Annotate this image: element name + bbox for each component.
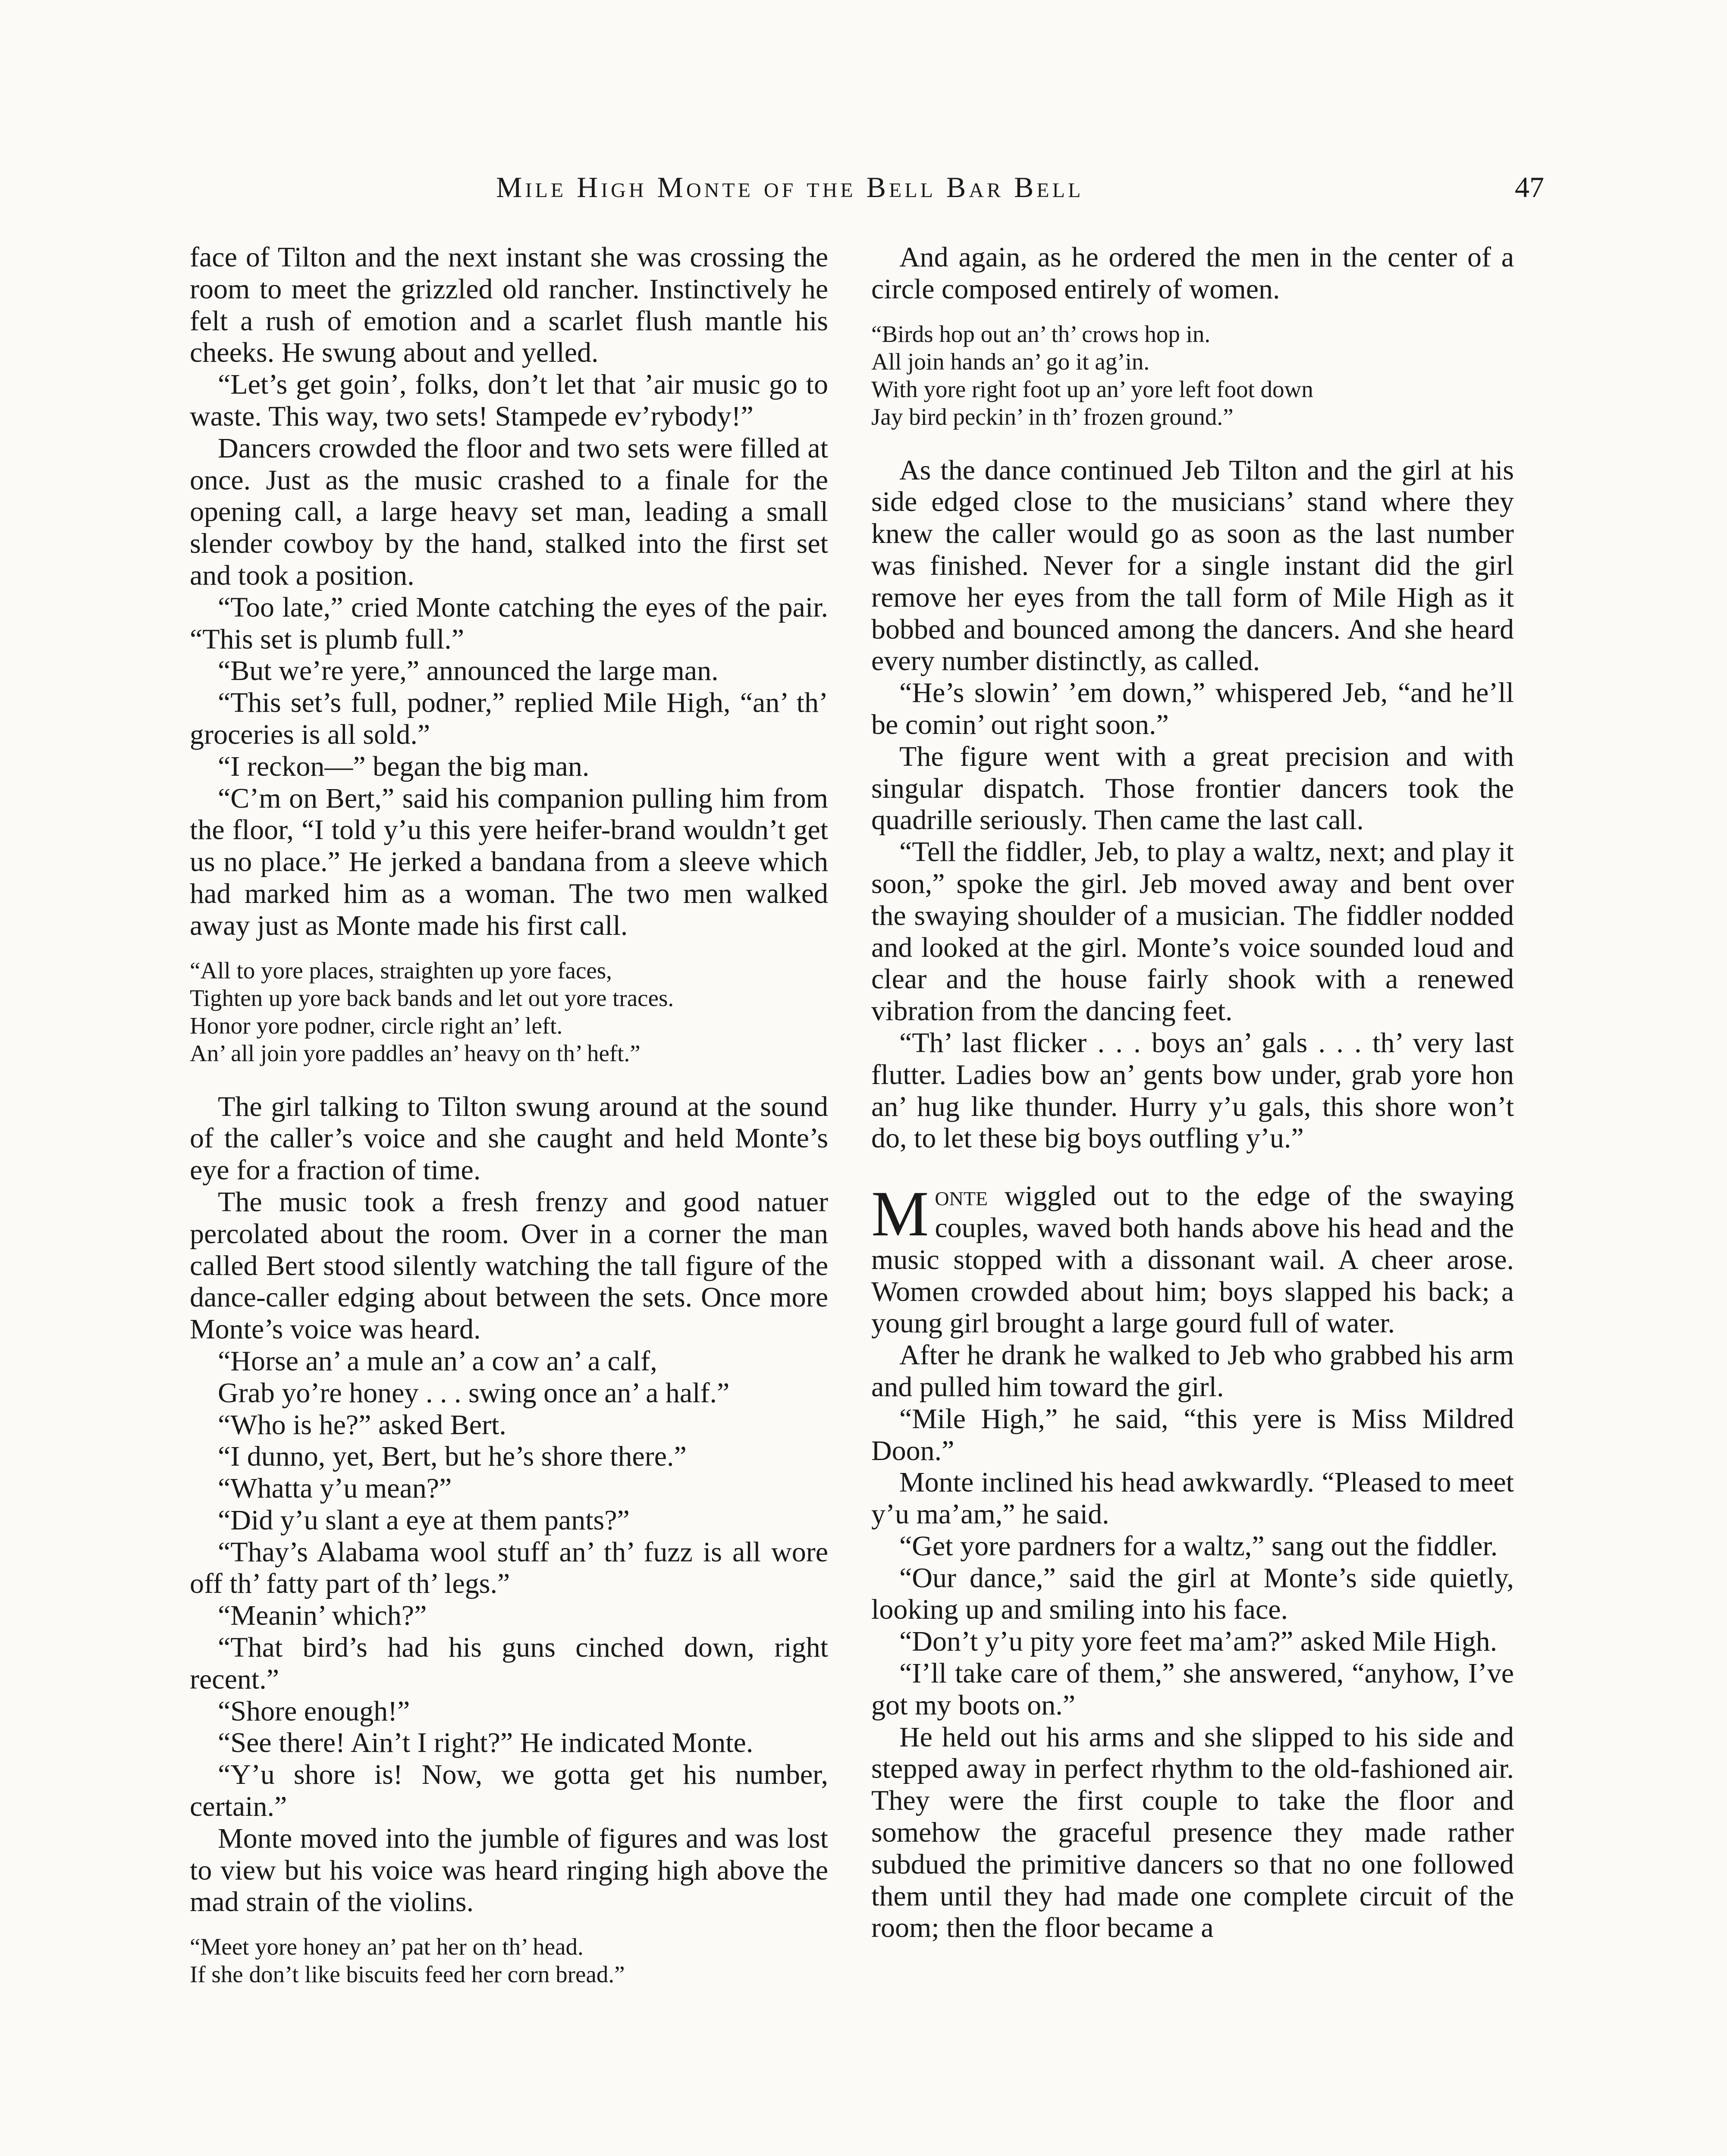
paragraph: “Whatta y’u mean?” (218, 1473, 452, 1504)
paragraph: “But we’re yere,” announced the large man. (218, 655, 719, 687)
page-number: 47 (1515, 171, 1544, 204)
paragraph: As the dance continued Jeb Tilton and the girl at his side edged close to the musicians’ stand where they knew the caller would go as soon as the last number was finished. Never for a single instant did the girl remove her eyes from the tall form of Mile High as it bobbed and bounced among the dancers. And she heard every number distinctly, as called. (871, 454, 1514, 677)
paragraph: “Horse an’ a mule an’ a cow an’ a calf, (218, 1345, 657, 1377)
dance-call-verse (190, 957, 828, 1067)
dance-call-verse (871, 320, 1514, 431)
paragraph: “Our dance,” said the girl at Monte’s side quietly, looking up and smiling into his face. (871, 1562, 1514, 1626)
paragraph: “Thay’s Alabama wool stuff an’ th’ fuzz is all wore off th’ fatty part of th’ legs.” (190, 1536, 828, 1600)
paragraph-text: wiggled out to the edge of the swaying couples, waved both hands above his head and the music stopped with a dissonant wail. A cheer arose. Women crowded about him; boys slapped his back; a young girl brought a large gourd full of water. (871, 1180, 1514, 1339)
verse-line: “Meet yore honey an’ pat her on th’ head. (190, 1934, 584, 1960)
verse-line: All join hands an’ go it ag’in. (871, 348, 1150, 375)
verse-line: Jay bird peckin’ in th’ frozen ground.” (871, 403, 1234, 430)
paragraph: “Meanin’ which?” (218, 1600, 427, 1632)
paragraph: “Th’ last flicker . . . boys an’ gals . . . th’ very last flutter. Ladies bow an’ gents bow under, grab yore hon an’ hug like thunder. Hurry y’u gals, this shore won’t do, to let these big boys outfling y’u.” (871, 1027, 1514, 1154)
left-column (190, 241, 828, 2012)
paragraph: “Mile High,” he said, “this yere is Miss Mildred Doon.” (871, 1403, 1514, 1467)
verse-line: “All to yore places, straighten up yore faces, (190, 957, 612, 984)
paragraph: “C’m on Bert,” said his companion pulling him from the floor, “I told y’u this yere heifer-brand wouldn’t get us no place.” He jerked a bandana from a sleeve which had marked him as a woman. The two men walked away just as Monte made his first call. (190, 782, 828, 941)
paragraph: The music took a fresh frenzy and good natuer percolated about the room. Over in a corner the man called Bert stood silently watching the tall figure of the dance-caller edging about between the sets. Once more Monte’s voice was heard. (190, 1186, 828, 1345)
small-caps-lead: onte (935, 1180, 988, 1212)
verse-line: An’ all join yore paddles an’ heavy on th’ heft.” (190, 1040, 641, 1066)
paragraph: “See there! Ain’t I right?” He indicated Monte. (218, 1727, 754, 1759)
paragraph: “I dunno, yet, Bert, but he’s shore there.” (218, 1441, 687, 1473)
paragraph: “That bird’s had his guns cinched down, right recent.” (190, 1632, 828, 1695)
paragraph: The girl talking to Tilton swung around at the sound of the caller’s voice and she caught and held Monte’s eye for a fraction of time. (190, 1091, 828, 1186)
paragraph: “Let’s get goin’, folks, don’t let that ’air music go to waste. This way, two sets! Stampede ev’rybody!” (190, 369, 828, 432)
paragraph: Grab yo’re honey . . . swing once an’ a half.” (218, 1377, 730, 1409)
verse-line: If she don’t like biscuits feed her corn bread.” (190, 1961, 625, 1988)
paragraph: “Too late,” cried Monte catching the eyes of the pair. “This set is plumb full.” (190, 591, 828, 655)
verse-line: With yore right foot up an’ yore left foot down (871, 376, 1313, 402)
verse-line: “Birds hop out an’ th’ crows hop in. (871, 320, 1211, 347)
running-header (173, 170, 1544, 222)
paragraph: “Shore enough!” (218, 1695, 410, 1727)
verse-line: Honor yore podner, circle right an’ left. (190, 1012, 563, 1039)
verse-line: Tighten up yore back bands and let out yore traces. (190, 984, 674, 1011)
paragraph: He held out his arms and she slipped to his side and stepped away in perfect rhythm to the old-fashioned air. They were the first couple to take the floor and somehow the graceful presence they made rather subdued the primitive dancers so that no one followed them until they had made one complete circuit of the room; then the floor became a (871, 1721, 1514, 1944)
paragraph: And again, as he ordered the men in the center of a circle composed entirely of women. (871, 241, 1514, 305)
paragraph: The figure went with a great precision and with singular dispatch. Those frontier dancers took the quadrille seriously. Then came the last call. (871, 740, 1514, 836)
dance-call-verse (190, 1933, 828, 1988)
paragraph: “I’ll take care of them,” she answered, “anyhow, I’ve got my boots on.” (871, 1658, 1514, 1721)
paragraph: After he drank he walked to Jeb who grabbed his arm and pulled him toward the girl. (871, 1339, 1514, 1403)
paragraph: “This set’s full, podner,” replied Mile High, “an’ th’ groceries is all sold.” (190, 687, 828, 750)
section-opening-paragraph (871, 1180, 1514, 1339)
paragraph: “I reckon—” began the big man. (218, 750, 590, 782)
drop-cap: M (871, 1178, 929, 1250)
paragraph: “He’s slowin’ ’em down,” whispered Jeb, “and he’ll be comin’ out right soon.” (871, 677, 1514, 740)
paragraph: “Did y’u slant a eye at them pants?” (218, 1504, 630, 1536)
paragraph: Monte inclined his head awkwardly. “Pleased to meet y’u ma’am,” he said. (871, 1467, 1514, 1530)
right-column (871, 241, 1514, 1944)
paragraph: “Y’u shore is! Now, we gotta get his number, certain.” (190, 1759, 828, 1823)
paragraph: “Get yore pardners for a waltz,” sang out the fiddler. (899, 1530, 1498, 1562)
paragraph: face of Tilton and the next instant she was crossing the room to meet the grizzled old rancher. Instinctively he felt a rush of emotion and a scarlet flush mantle his cheeks. He swung about and yelled. (190, 241, 828, 369)
paragraph: “Who is he?” asked Bert. (218, 1409, 506, 1441)
paragraph: Monte moved into the jumble of figures and was lost to view but his voice was heard ringing high above the mad strain of the violins. (190, 1822, 828, 1918)
paragraph: Dancers crowded the floor and two sets were filled at once. Just as the music crashed to a finale for the opening call, a large heavy set man, leading a small slender cowboy by the hand, stalked into the first set and took a position. (190, 432, 828, 591)
running-title: Mile High Monte of the Bell Bar Bell (496, 171, 1084, 204)
paragraph: “Tell the fiddler, Jeb, to play a waltz, next; and play it soon,” spoke the girl. Jeb moved away and bent over the swaying shoulder of a musician. The fiddler nodded and looked at the girl. Monte’s voice sounded loud and clear and the house fairly shook with a renewed vibration from the dancing feet. (871, 836, 1514, 1027)
paragraph: “Don’t y’u pity yore feet ma’am?” asked Mile High. (899, 1626, 1498, 1658)
